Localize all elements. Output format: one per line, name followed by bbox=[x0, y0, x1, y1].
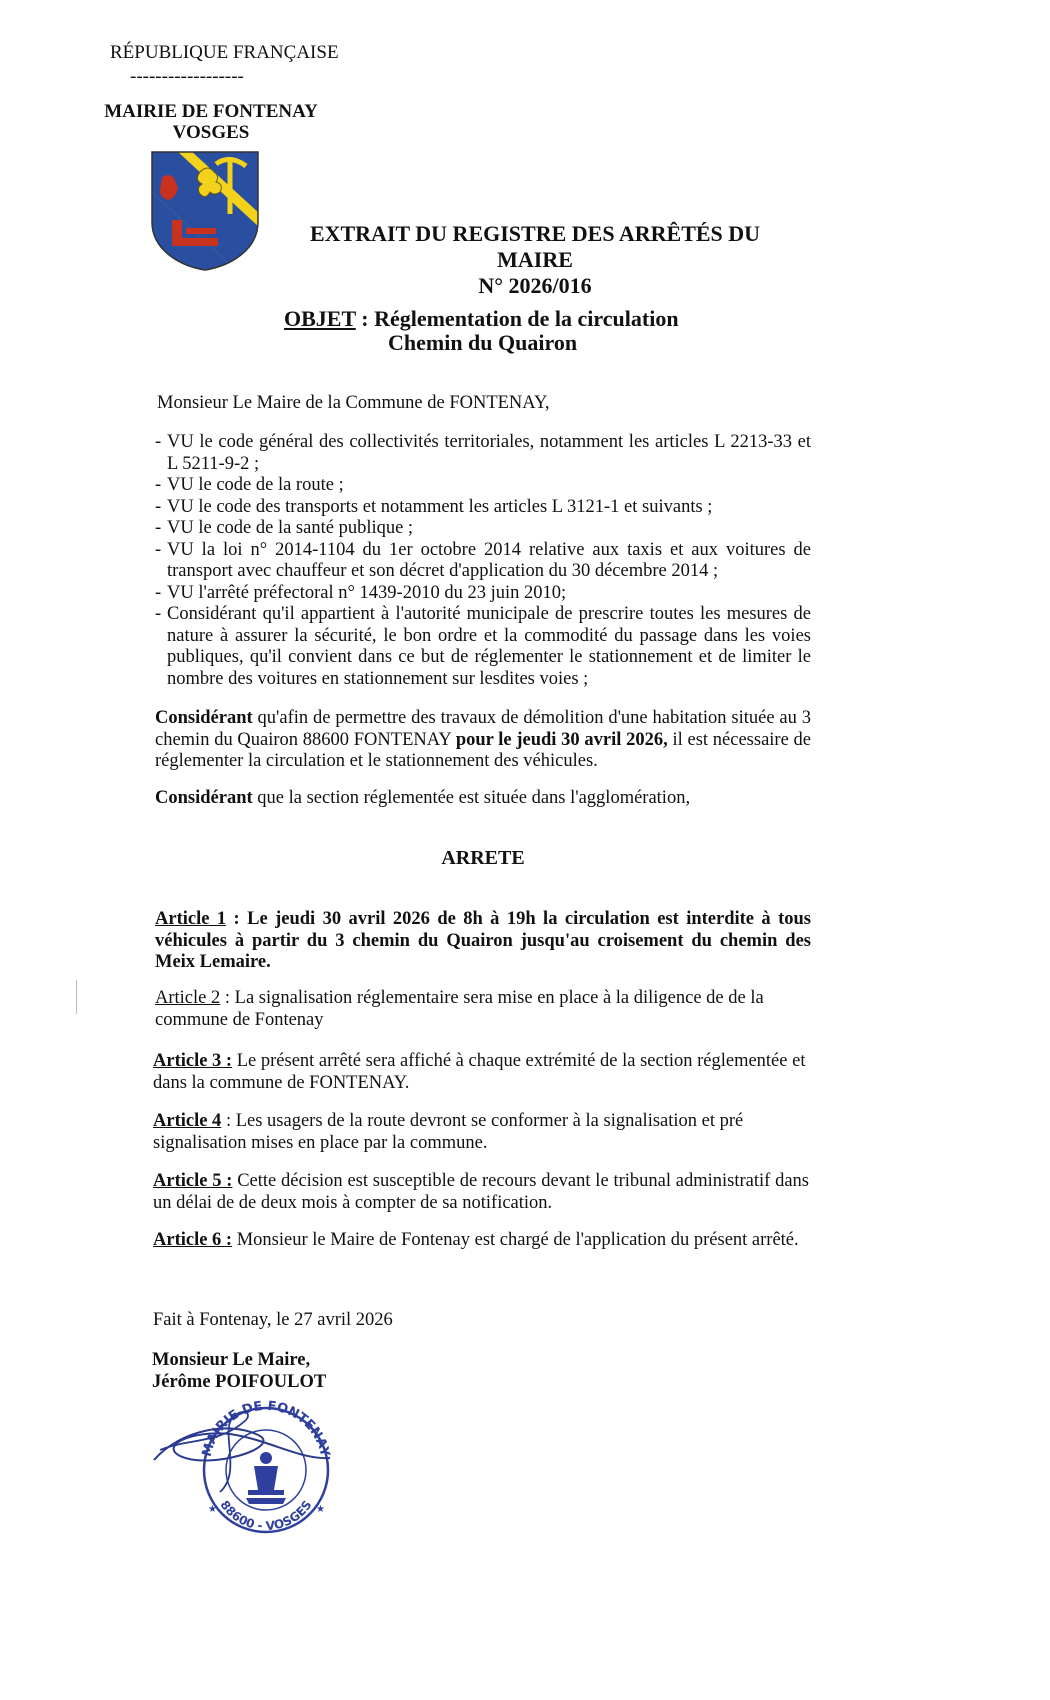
stamp-top-text: MAIRIE DE FONTENAY bbox=[199, 1400, 333, 1459]
signature-title: Monsieur Le Maire, bbox=[152, 1350, 311, 1370]
coat-of-arms-icon bbox=[150, 150, 260, 272]
title-line2: N° 2026/016 bbox=[478, 273, 592, 298]
official-stamp-icon bbox=[150, 1400, 350, 1535]
vu-list bbox=[155, 432, 811, 690]
intro-text: Monsieur Le Maire de la Commune de FONTENAY, bbox=[157, 393, 550, 413]
republique-heading: RÉPUBLIQUE FRANÇAISE bbox=[110, 42, 339, 63]
article-label: Article 3 : bbox=[153, 1051, 233, 1071]
article-6 bbox=[153, 1230, 809, 1252]
mairie-line1: MAIRIE DE FONTENAY bbox=[104, 101, 318, 122]
considerant-text: que la section réglementée est située dans l'agglomération, bbox=[252, 788, 691, 808]
considerant-lead: Considérant bbox=[155, 788, 253, 808]
article-4 bbox=[153, 1111, 811, 1154]
objet-line2: Chemin du Quairon bbox=[388, 330, 578, 355]
article-sep: : bbox=[221, 1111, 236, 1131]
considerant-paragraph-2 bbox=[155, 788, 811, 810]
list-item: - VU le code de la santé publique ; bbox=[155, 518, 811, 540]
considerant-text: qu'afin de permettre des travaux de démolition d'une habitation située au 3 chemin du Quairon 88600 FONTENAY bbox=[155, 708, 811, 750]
document-title bbox=[285, 221, 785, 299]
article-text: Les usagers de la route devront se conformer à la signalisation et pré signalisation mises en place par la commune. bbox=[153, 1111, 744, 1153]
objet-block bbox=[284, 307, 724, 355]
margin-mark bbox=[76, 980, 77, 1014]
list-item: - VU le code général des collectivités territoriales, notamment les articles L 2213-33 et L 5211-9-2 ; bbox=[155, 432, 811, 475]
article-label: Article 1 bbox=[155, 909, 227, 929]
svg-text:★: ★ bbox=[208, 1504, 217, 1515]
signature-name: Jérôme POIFOULOT bbox=[152, 1371, 327, 1392]
list-item: - VU le code de la route ; bbox=[155, 475, 811, 497]
article-label: Article 6 : bbox=[153, 1230, 233, 1250]
considerant-paragraph-1 bbox=[155, 708, 811, 773]
article-sep: : bbox=[220, 988, 235, 1008]
considerant-date: pour le jeudi 30 avril 2026, bbox=[455, 729, 668, 750]
considerant-text: il est nécessaire de réglementer la circulation et le stationnement des véhicules. bbox=[155, 729, 812, 771]
objet-label: OBJET bbox=[284, 306, 356, 331]
objet-sep: : bbox=[355, 306, 375, 331]
list-item: - VU le code des transports et notamment les articles L 3121-1 et suivants ; bbox=[155, 497, 811, 519]
fait-date: Fait à Fontenay, le 27 avril 2026 bbox=[153, 1310, 393, 1330]
list-item: - Considérant qu'il appartient à l'autorité municipale de prescrire toutes les mesures de nature à assurer la sécurité, le bon ordre et la commodité du passage dans les voies publiques, qu'il convient dans ce but de réglementer le stationnement et de limiter le nombre des voitures en stationnement sur lesdites voies ; bbox=[155, 604, 811, 690]
article-label: Article 2 bbox=[155, 988, 221, 1008]
list-item: - VU l'arrêté préfectoral n° 1439-2010 du 23 juin 2010; bbox=[155, 583, 811, 605]
article-text: Le jeudi 30 avril 2026 de 8h à 19h la circulation est interdite à tous véhicules à partir du 3 chemin du Quairon jusqu'au croisement du chemin des Meix Lemaire. bbox=[155, 909, 812, 972]
article-3 bbox=[153, 1051, 811, 1094]
objet-line1: Réglementation de la circulation bbox=[374, 306, 679, 331]
mairie-line2: VOSGES bbox=[172, 122, 250, 143]
signature-block bbox=[152, 1350, 452, 1393]
stamp-bottom-text: 88600 - VOSGES bbox=[217, 1497, 315, 1534]
header-separator: ------------------ bbox=[130, 66, 244, 87]
mairie-name bbox=[100, 101, 322, 143]
article-label: Article 5 : bbox=[153, 1171, 233, 1191]
article-sep: : bbox=[226, 909, 248, 929]
article-2 bbox=[155, 988, 811, 1031]
article-label: Article 4 bbox=[153, 1111, 222, 1131]
article-text: La signalisation réglementaire sera mise en place à la diligence de de la commune de Fontenay bbox=[155, 988, 764, 1030]
svg-text:★: ★ bbox=[316, 1504, 325, 1515]
article-1 bbox=[155, 909, 811, 974]
title-line1: EXTRAIT DU REGISTRE DES ARRÊTÉS DU MAIRE bbox=[309, 221, 761, 272]
arrete-heading: ARRETE bbox=[441, 847, 525, 869]
article-text: Cette décision est susceptible de recours devant le tribunal administratif dans un délai de de deux mois à compter de sa notification. bbox=[153, 1171, 809, 1213]
article-5 bbox=[153, 1171, 809, 1214]
list-item: - VU la loi n° 2014-1104 du 1er octobre 2014 relative aux taxis et aux voitures de transport avec chauffeur et son décret d'application du 30 décembre 2014 ; bbox=[155, 540, 811, 583]
considerant-lead: Considérant bbox=[155, 708, 253, 728]
article-text: Monsieur le Maire de Fontenay est chargé de l'application du présent arrêté. bbox=[236, 1230, 799, 1250]
article-text: Le présent arrêté sera affiché à chaque extrémité de la section réglementée et dans la commune de FONTENAY. bbox=[153, 1051, 806, 1093]
